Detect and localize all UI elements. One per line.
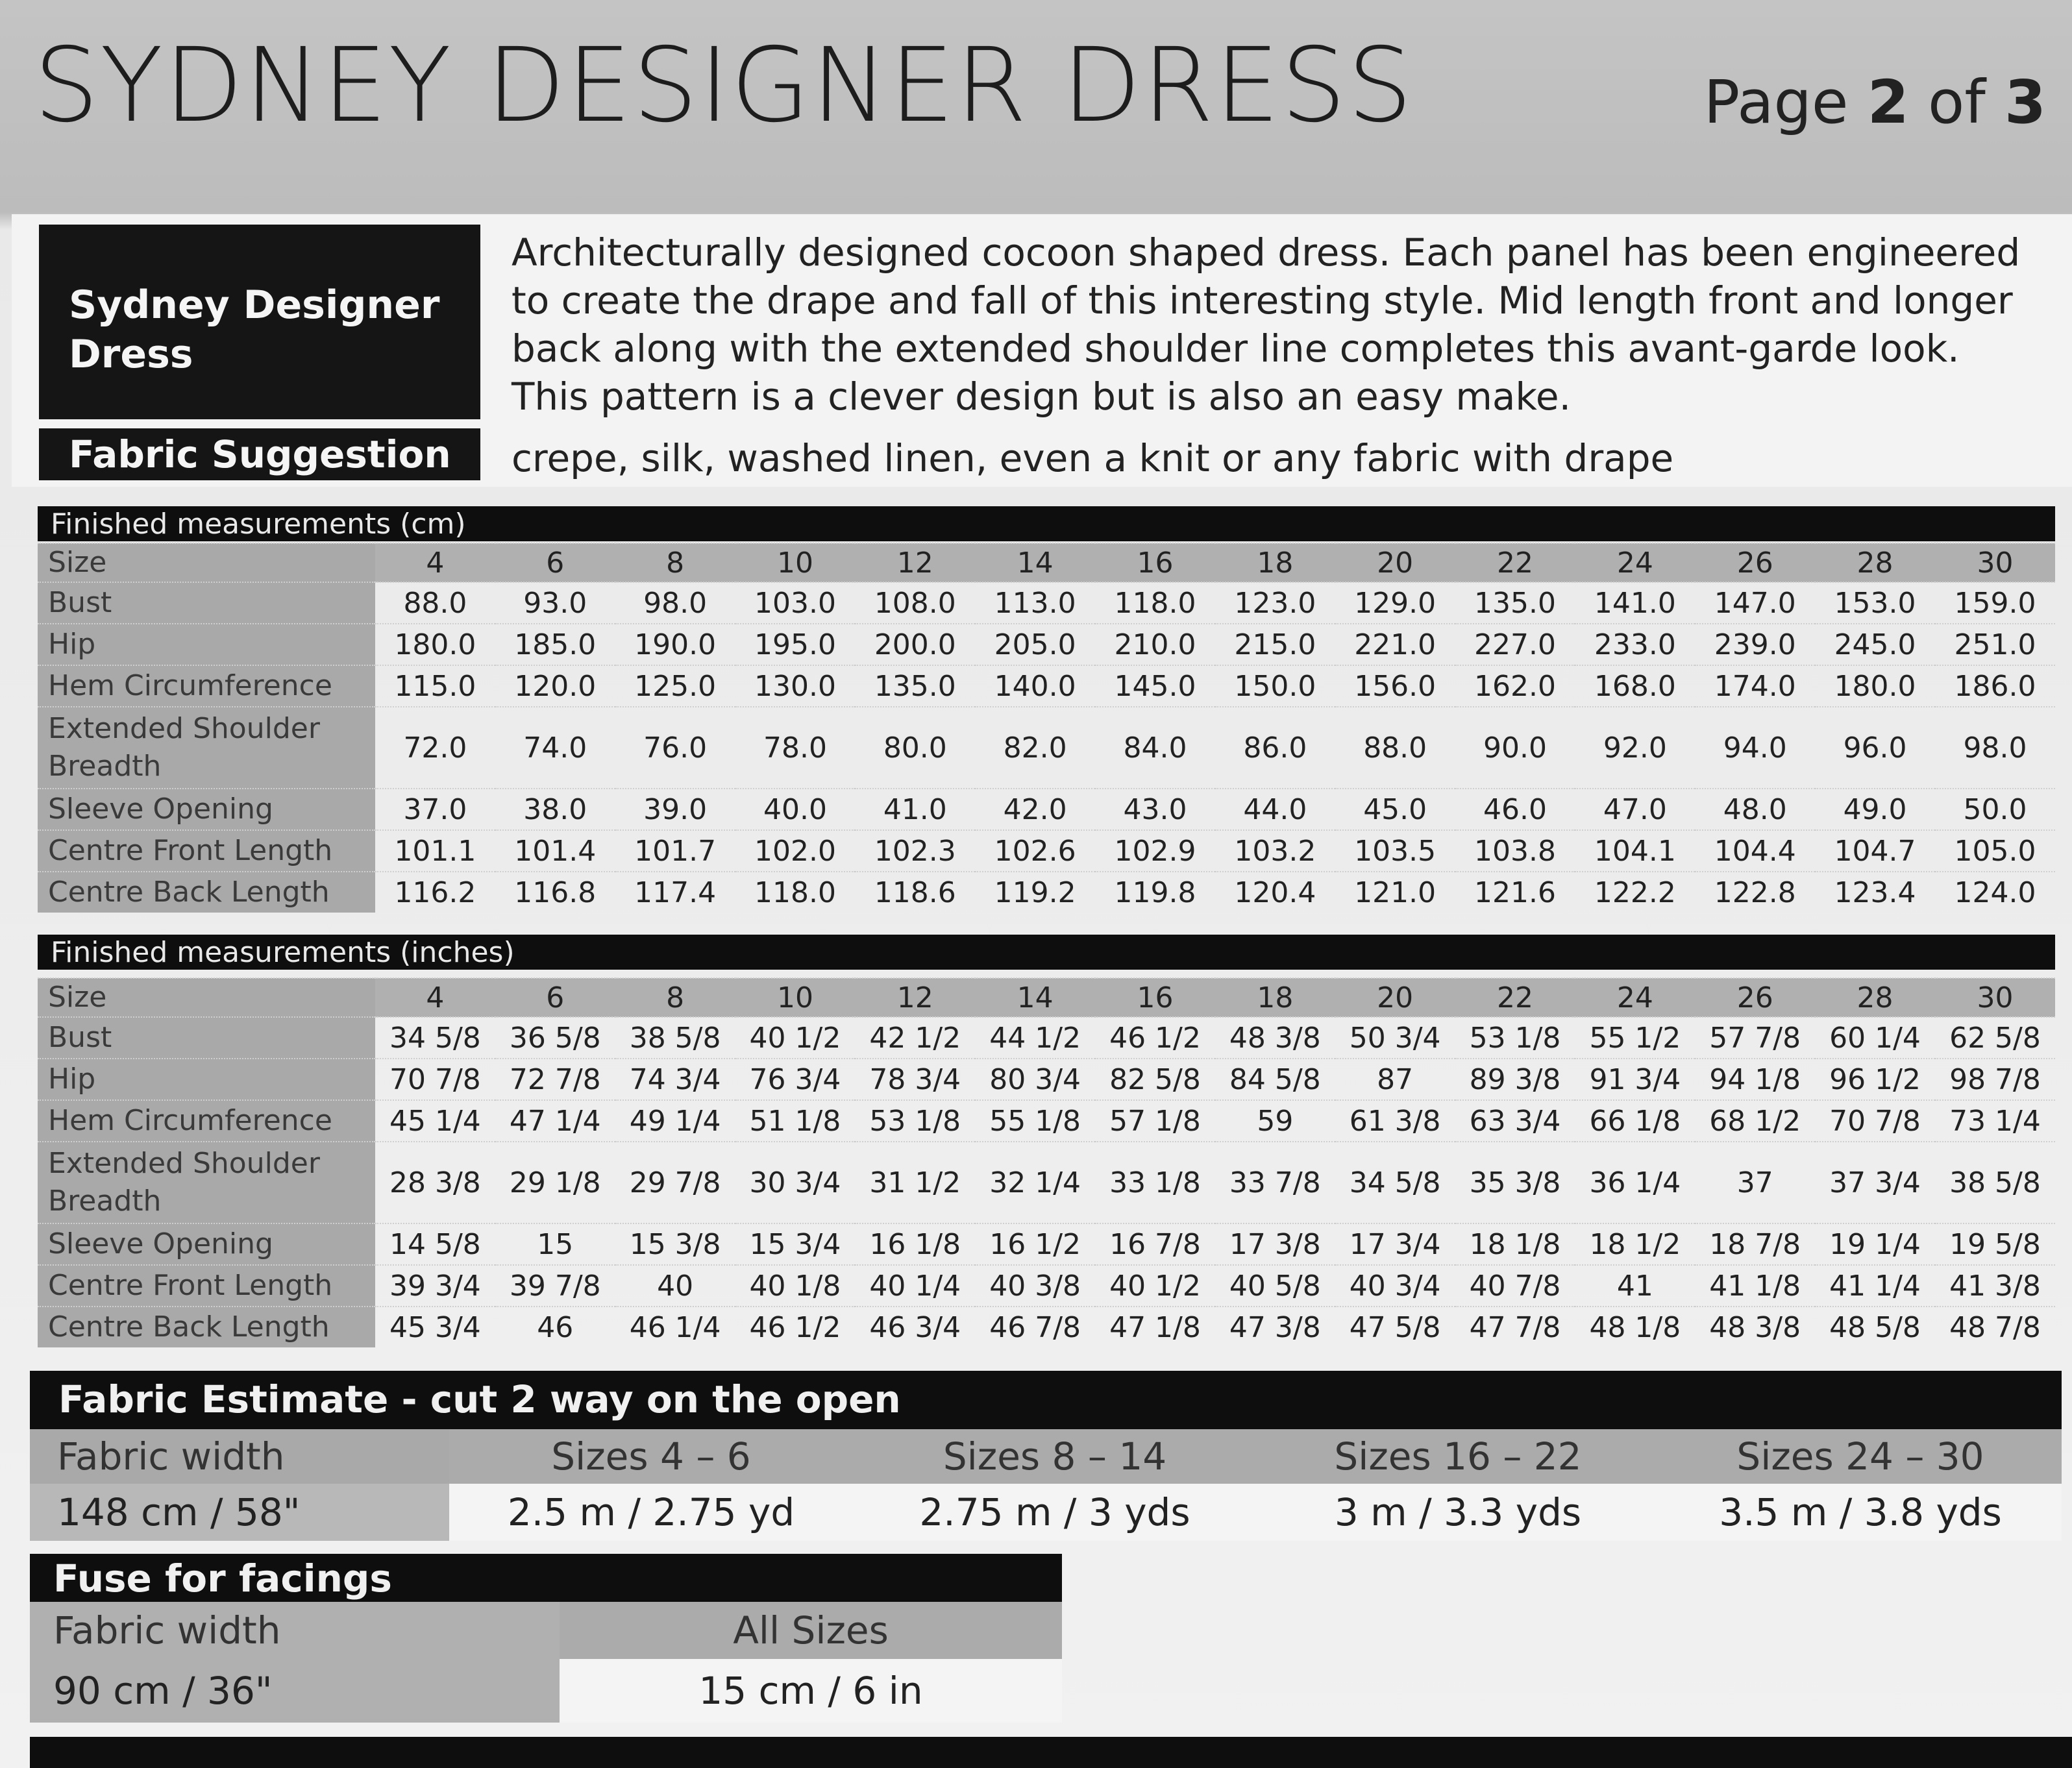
measurement-cell: 37 <box>1695 1142 1815 1223</box>
measurement-cell: 45 3/4 <box>375 1307 495 1347</box>
row-label: Bust <box>38 1017 375 1059</box>
measurement-cell: 39 3/4 <box>375 1265 495 1307</box>
measurement-cell: 74.0 <box>495 707 615 789</box>
measurement-cell: 40 1/8 <box>735 1265 856 1307</box>
fuse-heading: Fuse for facings <box>30 1554 1062 1602</box>
size-cell: 26 <box>1695 543 1815 582</box>
size-cell: 16 <box>1095 543 1215 582</box>
row-label: Hem Circumference <box>38 665 375 707</box>
measurement-row <box>38 872 2055 913</box>
product-name-line1: Sydney Designer <box>69 282 440 328</box>
measurement-cell: 102.0 <box>735 830 856 872</box>
measurement-row <box>38 1307 2055 1347</box>
measurement-cell: 33 7/8 <box>1215 1142 1335 1223</box>
measurement-cell: 41 1/4 <box>1815 1265 1935 1307</box>
measurement-cell: 88.0 <box>375 582 495 624</box>
measurement-cell: 93.0 <box>495 582 615 624</box>
inch-table-heading: Finished measurements (inches) <box>38 935 2055 970</box>
row-label: Extended Shoulder Breadth <box>38 707 375 789</box>
measurement-cell: 46 1/2 <box>1095 1017 1215 1059</box>
measurement-cell: 118.0 <box>735 872 856 913</box>
size-cell: 10 <box>735 543 856 582</box>
measurement-row <box>38 1142 2055 1223</box>
size-cell: 14 <box>975 543 1095 582</box>
measurement-cell: 195.0 <box>735 624 856 665</box>
measurement-cell: 16 7/8 <box>1095 1223 1215 1265</box>
measurement-cell: 49 1/4 <box>615 1100 735 1142</box>
measurement-row <box>38 1100 2055 1142</box>
measurement-cell: 121.6 <box>1455 872 1575 913</box>
size-cell: 20 <box>1335 543 1455 582</box>
fabric-width-label: Fabric width <box>30 1429 449 1484</box>
row-label: Hip <box>38 624 375 665</box>
size-cell: 14 <box>975 978 1095 1017</box>
measurement-cell: 140.0 <box>975 665 1095 707</box>
size-cell: 8 <box>615 543 735 582</box>
row-label: Extended Shoulder Breadth <box>38 1142 375 1223</box>
measurement-cell: 90.0 <box>1455 707 1575 789</box>
measurement-cell: 82 5/8 <box>1095 1059 1215 1100</box>
fabric-suggestion-text: crepe, silk, washed linen, even a knit or any fabric with drape <box>512 436 1674 480</box>
estimate-size-range: Sizes 16 – 22 <box>1257 1429 1659 1484</box>
estimate-amount: 3 m / 3.3 yds <box>1257 1484 1659 1541</box>
measurement-cell: 59 <box>1215 1100 1335 1142</box>
measurement-cell: 215.0 <box>1215 624 1335 665</box>
measurement-cell: 119.8 <box>1095 872 1215 913</box>
estimate-size-range: Sizes 4 – 6 <box>449 1429 853 1484</box>
row-label: Sleeve Opening <box>38 1223 375 1265</box>
measurement-cell: 46 7/8 <box>975 1307 1095 1347</box>
measurement-cell: 103.8 <box>1455 830 1575 872</box>
estimate-size-range: Sizes 24 – 30 <box>1659 1429 2062 1484</box>
measurement-cell: 122.2 <box>1575 872 1695 913</box>
measurement-cell: 45.0 <box>1335 789 1455 830</box>
measurement-cell: 40 7/8 <box>1455 1265 1575 1307</box>
measurement-cell: 50.0 <box>1935 789 2055 830</box>
measurement-cell: 174.0 <box>1695 665 1815 707</box>
product-name-line2: Dress <box>69 332 193 377</box>
measurement-cell: 31 1/2 <box>855 1142 975 1223</box>
measurement-cell: 45 1/4 <box>375 1100 495 1142</box>
measurement-cell: 96 1/2 <box>1815 1059 1935 1100</box>
size-cell: 30 <box>1935 978 2055 1017</box>
measurement-cell: 47.0 <box>1575 789 1695 830</box>
measurement-cell: 180.0 <box>1815 665 1935 707</box>
size-cell: 12 <box>855 978 975 1017</box>
measurement-cell: 33 1/8 <box>1095 1142 1215 1223</box>
measurement-cell: 125.0 <box>615 665 735 707</box>
size-cell: 28 <box>1815 543 1935 582</box>
measurement-cell: 16 1/2 <box>975 1223 1095 1265</box>
measurement-cell: 150.0 <box>1215 665 1335 707</box>
measurement-cell: 19 5/8 <box>1935 1223 2055 1265</box>
measurement-cell: 38 5/8 <box>615 1017 735 1059</box>
measurement-cell: 41.0 <box>855 789 975 830</box>
measurement-cell: 251.0 <box>1935 624 2055 665</box>
measurement-row <box>38 665 2055 707</box>
measurement-cell: 41 3/8 <box>1935 1265 2055 1307</box>
size-cell: 6 <box>495 978 615 1017</box>
measurement-cell: 98.0 <box>1935 707 2055 789</box>
measurement-cell: 89 3/8 <box>1455 1059 1575 1100</box>
measurement-cell: 104.1 <box>1575 830 1695 872</box>
measurement-cell: 61 3/8 <box>1335 1100 1455 1142</box>
measurement-cell: 129.0 <box>1335 582 1455 624</box>
size-cell: 16 <box>1095 978 1215 1017</box>
measurement-cell: 47 3/8 <box>1215 1307 1335 1347</box>
row-label: Bust <box>38 582 375 624</box>
size-cell: 8 <box>615 978 735 1017</box>
size-cell: 12 <box>855 543 975 582</box>
measurement-cell: 48 3/8 <box>1695 1307 1815 1347</box>
fuse-width-value: 90 cm / 36" <box>30 1659 560 1723</box>
fabric-estimate-heading: Fabric Estimate - cut 2 way on the open <box>30 1371 2062 1429</box>
measurement-cell: 14 5/8 <box>375 1223 495 1265</box>
measurement-cell: 245.0 <box>1815 624 1935 665</box>
measurement-row <box>38 582 2055 624</box>
measurement-cell: 239.0 <box>1695 624 1815 665</box>
measurement-cell: 103.2 <box>1215 830 1335 872</box>
measurement-cell: 44 1/2 <box>975 1017 1095 1059</box>
measurement-cell: 80.0 <box>855 707 975 789</box>
measurement-cell: 49.0 <box>1815 789 1935 830</box>
measurement-cell: 34 5/8 <box>1335 1142 1455 1223</box>
measurement-cell: 17 3/8 <box>1215 1223 1335 1265</box>
row-label: Centre Front Length <box>38 1265 375 1307</box>
measurement-cell: 40 <box>615 1265 735 1307</box>
measurement-cell: 123.0 <box>1215 582 1335 624</box>
measurement-cell: 233.0 <box>1575 624 1695 665</box>
measurement-cell: 87 <box>1335 1059 1455 1100</box>
inch-measurements-table <box>38 977 2055 1347</box>
page-prefix: Page <box>1703 68 1849 137</box>
measurement-cell: 86.0 <box>1215 707 1335 789</box>
measurement-cell: 18 1/8 <box>1455 1223 1575 1265</box>
measurement-cell: 42 1/2 <box>855 1017 975 1059</box>
measurement-cell: 15 3/4 <box>735 1223 856 1265</box>
measurement-row <box>38 624 2055 665</box>
measurement-cell: 156.0 <box>1335 665 1455 707</box>
measurement-row <box>38 830 2055 872</box>
measurement-cell: 28 3/8 <box>375 1142 495 1223</box>
measurement-cell: 30 3/4 <box>735 1142 856 1223</box>
measurement-cell: 124.0 <box>1935 872 2055 913</box>
measurement-cell: 82.0 <box>975 707 1095 789</box>
measurement-cell: 113.0 <box>975 582 1095 624</box>
measurement-cell: 38 5/8 <box>1935 1142 2055 1223</box>
measurement-cell: 130.0 <box>735 665 856 707</box>
measurement-cell: 66 1/8 <box>1575 1100 1695 1142</box>
size-cell: 22 <box>1455 978 1575 1017</box>
measurement-cell: 72 7/8 <box>495 1059 615 1100</box>
row-label: Size <box>38 978 375 1017</box>
measurement-cell: 96.0 <box>1815 707 1935 789</box>
measurement-row <box>38 789 2055 830</box>
page-of: of <box>1928 68 1986 137</box>
measurement-cell: 94.0 <box>1695 707 1815 789</box>
fuse-table <box>30 1602 1062 1723</box>
measurement-cell: 115.0 <box>375 665 495 707</box>
measurement-cell: 121.0 <box>1335 872 1455 913</box>
row-label: Hem Circumference <box>38 1100 375 1142</box>
measurement-cell: 91 3/4 <box>1575 1059 1695 1100</box>
measurement-cell: 122.8 <box>1695 872 1815 913</box>
size-cell: 18 <box>1215 978 1335 1017</box>
size-row <box>38 978 2055 1017</box>
measurement-cell: 135.0 <box>855 665 975 707</box>
measurement-cell: 36 1/4 <box>1575 1142 1695 1223</box>
product-description: Architecturally designed cocoon shaped dress. Each panel has been engineered to create the drape and fall of this interesting style. Mid length front and longer back along with the extended shoulder line completes this avant-garde look. This pattern is a clever design but is also an easy make. <box>512 230 2021 419</box>
measurement-cell: 47 1/4 <box>495 1100 615 1142</box>
measurement-cell: 84.0 <box>1095 707 1215 789</box>
measurement-cell: 108.0 <box>855 582 975 624</box>
measurement-cell: 41 1/8 <box>1695 1265 1815 1307</box>
measurement-cell: 78 3/4 <box>855 1059 975 1100</box>
measurement-cell: 32 1/4 <box>975 1142 1095 1223</box>
measurement-cell: 117.4 <box>615 872 735 913</box>
measurement-cell: 221.0 <box>1335 624 1455 665</box>
fabric-width-value: 148 cm / 58" <box>30 1484 449 1541</box>
measurement-cell: 40 3/4 <box>1335 1265 1455 1307</box>
measurement-cell: 38.0 <box>495 789 615 830</box>
measurement-cell: 78.0 <box>735 707 856 789</box>
measurement-cell: 46 3/4 <box>855 1307 975 1347</box>
size-cell: 26 <box>1695 978 1815 1017</box>
page-total: 3 <box>2004 68 2046 137</box>
measurement-cell: 73 1/4 <box>1935 1100 2055 1142</box>
measurement-cell: 62 5/8 <box>1935 1017 2055 1059</box>
measurement-cell: 190.0 <box>615 624 735 665</box>
measurement-cell: 103.5 <box>1335 830 1455 872</box>
size-cell: 10 <box>735 978 856 1017</box>
measurement-cell: 105.0 <box>1935 830 2055 872</box>
measurement-cell: 17 3/4 <box>1335 1223 1455 1265</box>
measurement-cell: 186.0 <box>1935 665 2055 707</box>
measurement-cell: 35 3/8 <box>1455 1142 1575 1223</box>
measurement-cell: 39.0 <box>615 789 735 830</box>
measurement-row <box>38 707 2055 789</box>
measurement-cell: 76.0 <box>615 707 735 789</box>
measurement-cell: 88.0 <box>1335 707 1455 789</box>
measurement-cell: 168.0 <box>1575 665 1695 707</box>
measurement-cell: 98.0 <box>615 582 735 624</box>
measurement-cell: 53 1/8 <box>1455 1017 1575 1059</box>
measurement-cell: 101.1 <box>375 830 495 872</box>
size-cell: 22 <box>1455 543 1575 582</box>
measurement-cell: 80 3/4 <box>975 1059 1095 1100</box>
measurement-cell: 123.4 <box>1815 872 1935 913</box>
measurement-cell: 84 5/8 <box>1215 1059 1335 1100</box>
measurement-cell: 162.0 <box>1455 665 1575 707</box>
cm-measurements-table <box>38 543 2055 913</box>
measurement-cell: 116.2 <box>375 872 495 913</box>
measurement-cell: 101.4 <box>495 830 615 872</box>
row-label: Centre Back Length <box>38 872 375 913</box>
size-cell: 4 <box>375 543 495 582</box>
measurement-cell: 18 7/8 <box>1695 1223 1815 1265</box>
size-cell: 30 <box>1935 543 2055 582</box>
measurement-row <box>38 1017 2055 1059</box>
measurement-cell: 46 1/2 <box>735 1307 856 1347</box>
measurement-cell: 74 3/4 <box>615 1059 735 1100</box>
measurement-cell: 19 1/4 <box>1815 1223 1935 1265</box>
measurement-cell: 63 3/4 <box>1455 1100 1575 1142</box>
measurement-cell: 37 3/4 <box>1815 1142 1935 1223</box>
size-cell: 18 <box>1215 543 1335 582</box>
measurement-cell: 205.0 <box>975 624 1095 665</box>
measurement-cell: 40 3/8 <box>975 1265 1095 1307</box>
measurement-cell: 118.0 <box>1095 582 1215 624</box>
size-cell: 20 <box>1335 978 1455 1017</box>
measurement-cell: 60 1/4 <box>1815 1017 1935 1059</box>
measurement-cell: 44.0 <box>1215 789 1335 830</box>
measurement-cell: 48.0 <box>1695 789 1815 830</box>
measurement-cell: 51 1/8 <box>735 1100 856 1142</box>
page-indicator <box>1704 68 2046 137</box>
estimate-amount: 2.5 m / 2.75 yd <box>449 1484 853 1541</box>
measurement-cell: 102.9 <box>1095 830 1215 872</box>
measurement-row <box>38 1265 2055 1307</box>
measurement-cell: 46 <box>495 1307 615 1347</box>
measurement-cell: 200.0 <box>855 624 975 665</box>
measurement-cell: 104.4 <box>1695 830 1815 872</box>
measurement-cell: 53 1/8 <box>855 1100 975 1142</box>
measurement-cell: 103.0 <box>735 582 856 624</box>
fuse-amount: 15 cm / 6 in <box>560 1659 1062 1723</box>
estimate-size-range: Sizes 8 – 14 <box>853 1429 1257 1484</box>
size-cell: 6 <box>495 543 615 582</box>
measurement-cell: 15 <box>495 1223 615 1265</box>
measurement-cell: 92.0 <box>1575 707 1695 789</box>
row-label: Centre Front Length <box>38 830 375 872</box>
measurement-cell: 185.0 <box>495 624 615 665</box>
measurement-cell: 147.0 <box>1695 582 1815 624</box>
footer-bar <box>30 1737 2072 1768</box>
measurement-cell: 34 5/8 <box>375 1017 495 1059</box>
measurement-cell: 227.0 <box>1455 624 1575 665</box>
measurement-cell: 50 3/4 <box>1335 1017 1455 1059</box>
estimate-amount: 3.5 m / 3.8 yds <box>1659 1484 2062 1541</box>
measurement-row <box>38 1059 2055 1100</box>
measurement-cell: 55 1/8 <box>975 1100 1095 1142</box>
measurement-cell: 48 7/8 <box>1935 1307 2055 1347</box>
measurement-cell: 101.7 <box>615 830 735 872</box>
measurement-cell: 210.0 <box>1095 624 1215 665</box>
measurement-cell: 57 7/8 <box>1695 1017 1815 1059</box>
measurement-cell: 37.0 <box>375 789 495 830</box>
estimate-amount: 2.75 m / 3 yds <box>853 1484 1257 1541</box>
measurement-cell: 48 1/8 <box>1575 1307 1695 1347</box>
measurement-cell: 120.0 <box>495 665 615 707</box>
fuse-width-label: Fabric width <box>30 1602 560 1659</box>
size-cell: 28 <box>1815 978 1935 1017</box>
measurement-row <box>38 1223 2055 1265</box>
size-cell: 4 <box>375 978 495 1017</box>
measurement-cell: 43.0 <box>1095 789 1215 830</box>
measurement-cell: 41 <box>1575 1265 1695 1307</box>
measurement-cell: 40 1/2 <box>1095 1265 1215 1307</box>
measurement-cell: 40 5/8 <box>1215 1265 1335 1307</box>
size-cell: 24 <box>1575 543 1695 582</box>
measurement-cell: 118.6 <box>855 872 975 913</box>
measurement-cell: 76 3/4 <box>735 1059 856 1100</box>
measurement-cell: 159.0 <box>1935 582 2055 624</box>
page-title: SYDNEY DESIGNER DRESS <box>34 26 1414 145</box>
product-name-box <box>39 225 480 419</box>
measurement-cell: 145.0 <box>1095 665 1215 707</box>
measurement-cell: 70 7/8 <box>375 1059 495 1100</box>
measurement-cell: 15 3/8 <box>615 1223 735 1265</box>
measurement-cell: 70 7/8 <box>1815 1100 1935 1142</box>
size-row <box>38 543 2055 582</box>
measurement-cell: 104.7 <box>1815 830 1935 872</box>
size-cell: 24 <box>1575 978 1695 1017</box>
measurement-cell: 119.2 <box>975 872 1095 913</box>
measurement-cell: 102.3 <box>855 830 975 872</box>
measurement-cell: 98 7/8 <box>1935 1059 2055 1100</box>
page-current: 2 <box>1867 68 1909 137</box>
measurement-cell: 47 5/8 <box>1335 1307 1455 1347</box>
measurement-cell: 18 1/2 <box>1575 1223 1695 1265</box>
measurement-cell: 40.0 <box>735 789 856 830</box>
cm-table-heading: Finished measurements (cm) <box>38 506 2055 541</box>
row-label: Sleeve Opening <box>38 789 375 830</box>
measurement-cell: 72.0 <box>375 707 495 789</box>
measurement-cell: 141.0 <box>1575 582 1695 624</box>
measurement-cell: 180.0 <box>375 624 495 665</box>
measurement-cell: 55 1/2 <box>1575 1017 1695 1059</box>
measurement-cell: 102.6 <box>975 830 1095 872</box>
fabric-estimate-table <box>30 1429 2062 1541</box>
measurement-cell: 16 1/8 <box>855 1223 975 1265</box>
measurement-cell: 36 5/8 <box>495 1017 615 1059</box>
measurement-cell: 116.8 <box>495 872 615 913</box>
measurement-cell: 48 5/8 <box>1815 1307 1935 1347</box>
row-label: Hip <box>38 1059 375 1100</box>
fabric-suggestion-label: Fabric Suggestion <box>39 428 480 480</box>
measurement-cell: 57 1/8 <box>1095 1100 1215 1142</box>
measurement-cell: 39 7/8 <box>495 1265 615 1307</box>
row-label: Size <box>38 543 375 582</box>
measurement-cell: 29 1/8 <box>495 1142 615 1223</box>
measurement-cell: 47 1/8 <box>1095 1307 1215 1347</box>
row-label: Centre Back Length <box>38 1307 375 1347</box>
measurement-cell: 46 1/4 <box>615 1307 735 1347</box>
measurement-cell: 29 7/8 <box>615 1142 735 1223</box>
measurement-cell: 42.0 <box>975 789 1095 830</box>
measurement-cell: 135.0 <box>1455 582 1575 624</box>
measurement-cell: 46.0 <box>1455 789 1575 830</box>
measurement-cell: 120.4 <box>1215 872 1335 913</box>
fuse-size-label: All Sizes <box>560 1602 1062 1659</box>
measurement-cell: 153.0 <box>1815 582 1935 624</box>
measurement-cell: 47 7/8 <box>1455 1307 1575 1347</box>
measurement-cell: 68 1/2 <box>1695 1100 1815 1142</box>
measurement-cell: 40 1/2 <box>735 1017 856 1059</box>
measurement-cell: 48 3/8 <box>1215 1017 1335 1059</box>
measurement-cell: 40 1/4 <box>855 1265 975 1307</box>
measurement-cell: 94 1/8 <box>1695 1059 1815 1100</box>
